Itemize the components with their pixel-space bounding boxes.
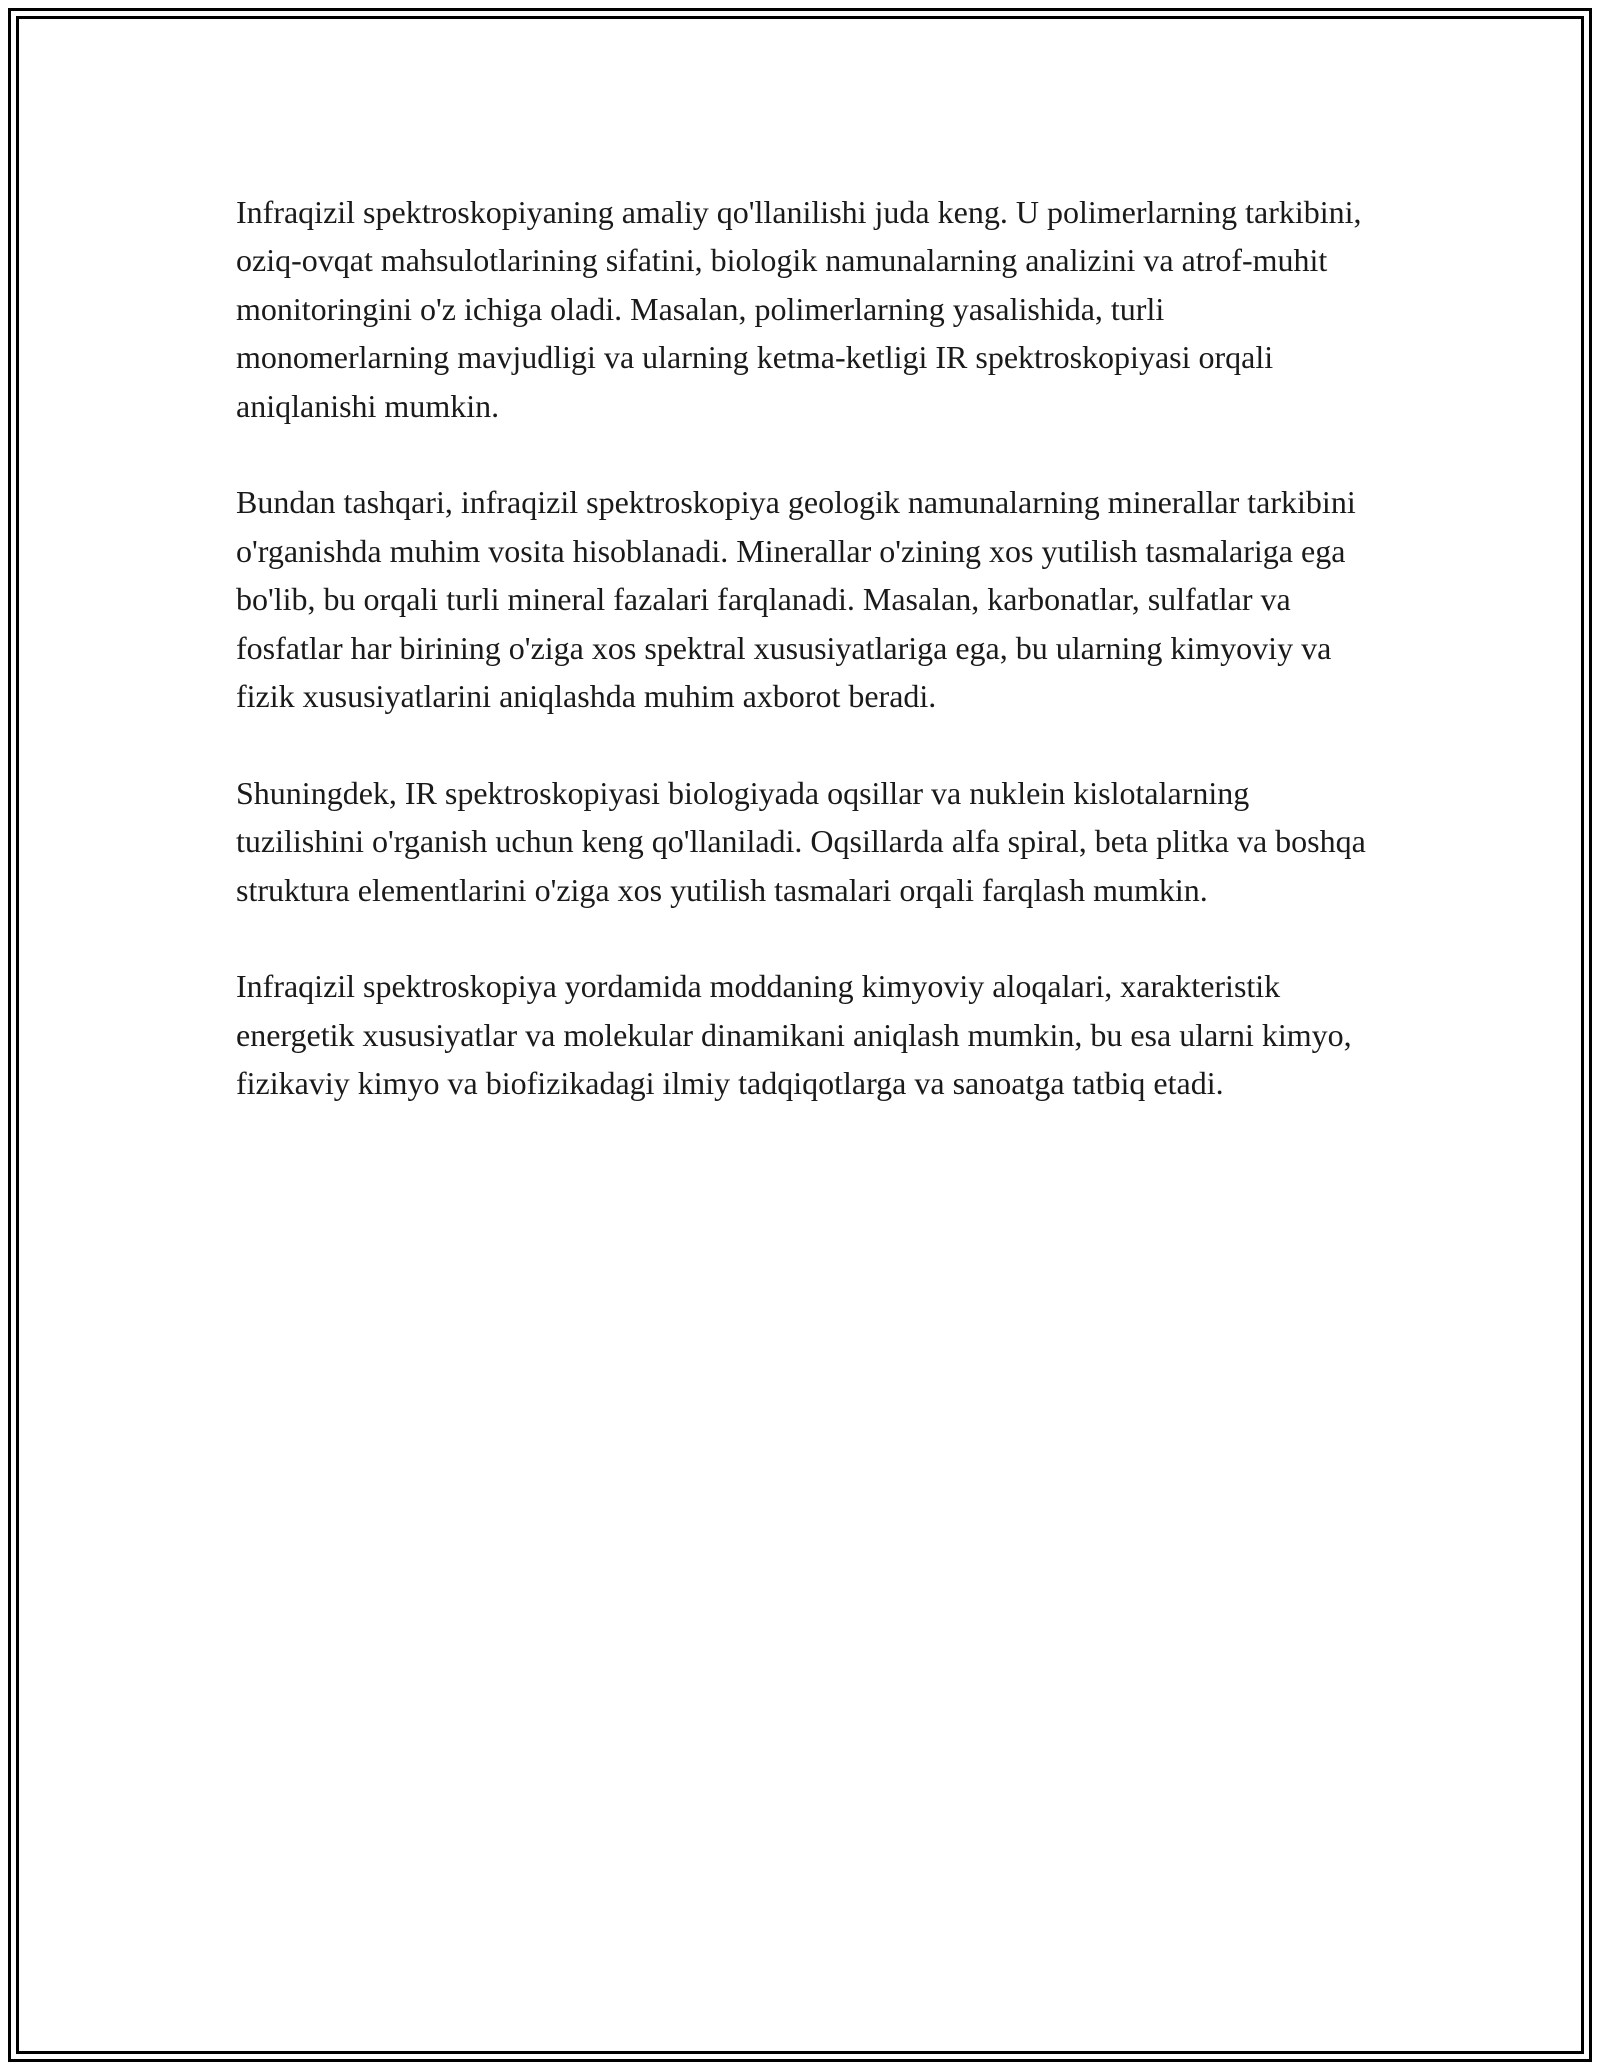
document-body: [236, 188, 1376, 1156]
paragraph-1: Infraqizil spektroskopiyaning amaliy qo'llanilishi juda keng. U polimerlarning tarkibini, oziq-ovqat mahsulotlarining sifatini, biologik namunalarning analizini va atrof-muhit monitoringini o'z ichiga oladi. Masalan, polimerlarning yasalishida, turli monomerlarning mavjudligi va ularning ketma-ketligi IR spektroskopiyasi orqali aniqlanishi mumkin.: [236, 194, 1362, 424]
paragraph-3: Shuningdek, IR spektroskopiyasi biologiyada oqsillar va nuklein kislotalarning tuzilishini o'rganish uchun keng qo'llaniladi. Oqsillarda alfa spiral, beta plitka va boshqa struktura elementlarini o'ziga xos yutilish tasmalari orqali farqlash mumkin.: [236, 774, 1366, 908]
paragraph-4: Infraqizil spektroskopiya yordamida moddaning kimyoviy aloqalari, xarakteristik energetik xususiyatlar va molekular dinamikani aniqlash mumkin, bu esa ularni kimyo, fizikaviy kimyo va biofizikadagi ilmiy tadqiqotlarga va sanoatga tatbiq etadi.: [236, 968, 1352, 1102]
paragraph-2: Bundan tashqari, infraqizil spektroskopiya geologik namunalarning minerallar tarkibini o'rganishda muhim vosita hisoblanadi. Minerallar o'zining xos yutilish tasmalariga ega bo'lib, bu orqali turli mineral fazalari farqlanadi. Masalan, karbonatlar, sulfatlar va fosfatlar har birining o'ziga xos spektral xususiyatlariga ega, bu ularning kimyoviy va fizik xususiyatlarini aniqlashda muhim axborot beradi.: [236, 484, 1356, 715]
